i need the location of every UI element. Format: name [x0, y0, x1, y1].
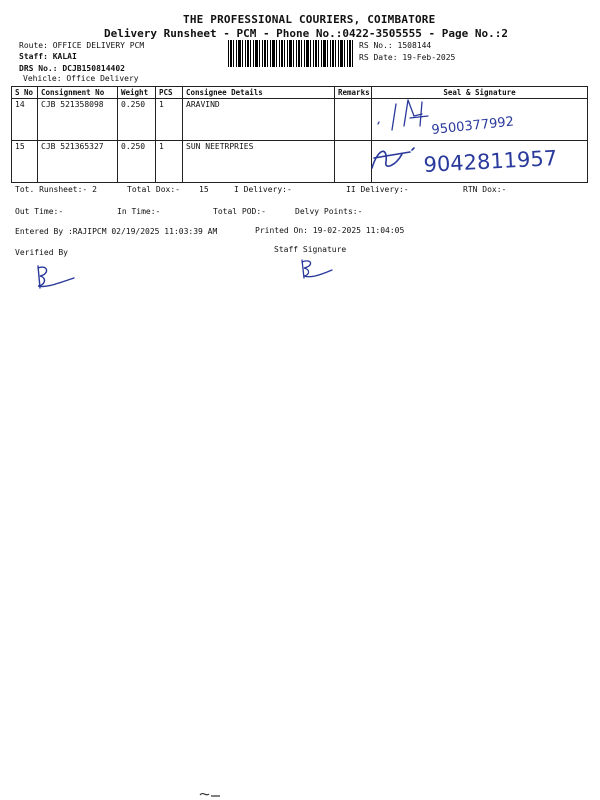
col-weight: Weight: [118, 87, 156, 99]
rs-number: RS No.: 1508144: [359, 41, 432, 50]
rtn-dox: RTN Dox:-: [463, 185, 507, 194]
col-remarks: Remarks: [335, 87, 372, 99]
cell-pcs: 1: [156, 141, 183, 183]
cell-weight: 0.250: [118, 99, 156, 141]
staff-label: Staff: KALAI: [19, 52, 77, 61]
col-consignment: Consignment No: [38, 87, 118, 99]
col-seal-signature: Seal & Signature: [372, 87, 588, 99]
col-sno: S No: [12, 87, 38, 99]
signature-row-14: [370, 96, 540, 144]
in-time: In Time:-: [117, 207, 161, 216]
vehicle-label: Vehicle: Office Delivery: [23, 74, 139, 83]
cell-pcs: 1: [156, 99, 183, 141]
signature-row-15: [366, 140, 586, 180]
drs-number: DRS No.: DCJB150814402: [19, 64, 125, 73]
staff-signature: [298, 256, 338, 282]
route-label: Route: OFFICE DELIVERY PCM: [19, 41, 145, 50]
cell-weight: 0.250: [118, 141, 156, 183]
delvy-points: Delvy Points:-: [295, 207, 363, 216]
cell-sno: 14: [12, 99, 38, 141]
entered-by: Entered By :RAJIPCM 02/19/2025 11:03:39 AM: [15, 227, 218, 236]
verified-by-label: Verified By: [15, 248, 68, 257]
cell-consignment: CJB 521358098: [38, 99, 118, 141]
out-time: Out Time:-: [15, 207, 64, 216]
total-dox-value: 15: [199, 185, 209, 194]
cell-consignment: CJB 521365327: [38, 141, 118, 183]
barcode: [228, 40, 353, 67]
printed-on: Printed On: 19-02-2025 11:04:05: [255, 226, 405, 235]
tot-runsheet: Tot. Runsheet:- 2: [15, 185, 97, 194]
signature-row-15-number: 9042811957: [423, 146, 558, 177]
cell-consignee: ARAVIND: [183, 99, 335, 141]
company-name: THE PROFESSIONAL COURIERS, COIMBATORE: [183, 13, 436, 26]
signature-row-14-number: 9500377992: [430, 114, 515, 138]
cell-consignee: SUN NEETRPRIES: [183, 141, 335, 183]
verified-by-signature: [32, 262, 80, 292]
cell-remarks: [335, 99, 372, 141]
col-pcs: PCS: [156, 87, 183, 99]
total-pod: Total POD:-: [213, 207, 266, 216]
runsheet-title: Delivery Runsheet - PCM - Phone No.:0422-3505555 - Page No.:2: [104, 27, 508, 40]
i-delivery: I Delivery:-: [234, 185, 292, 194]
ii-delivery: II Delivery:-: [346, 185, 409, 194]
total-dox-label: Total Dox:-: [127, 185, 180, 194]
cell-sno: 15: [12, 141, 38, 183]
staff-signature-label: Staff Signature: [274, 245, 347, 254]
page-mark: [198, 789, 222, 799]
col-consignee: Consignee Details: [183, 87, 335, 99]
rs-date: RS Date: 19-Feb-2025: [359, 53, 456, 62]
